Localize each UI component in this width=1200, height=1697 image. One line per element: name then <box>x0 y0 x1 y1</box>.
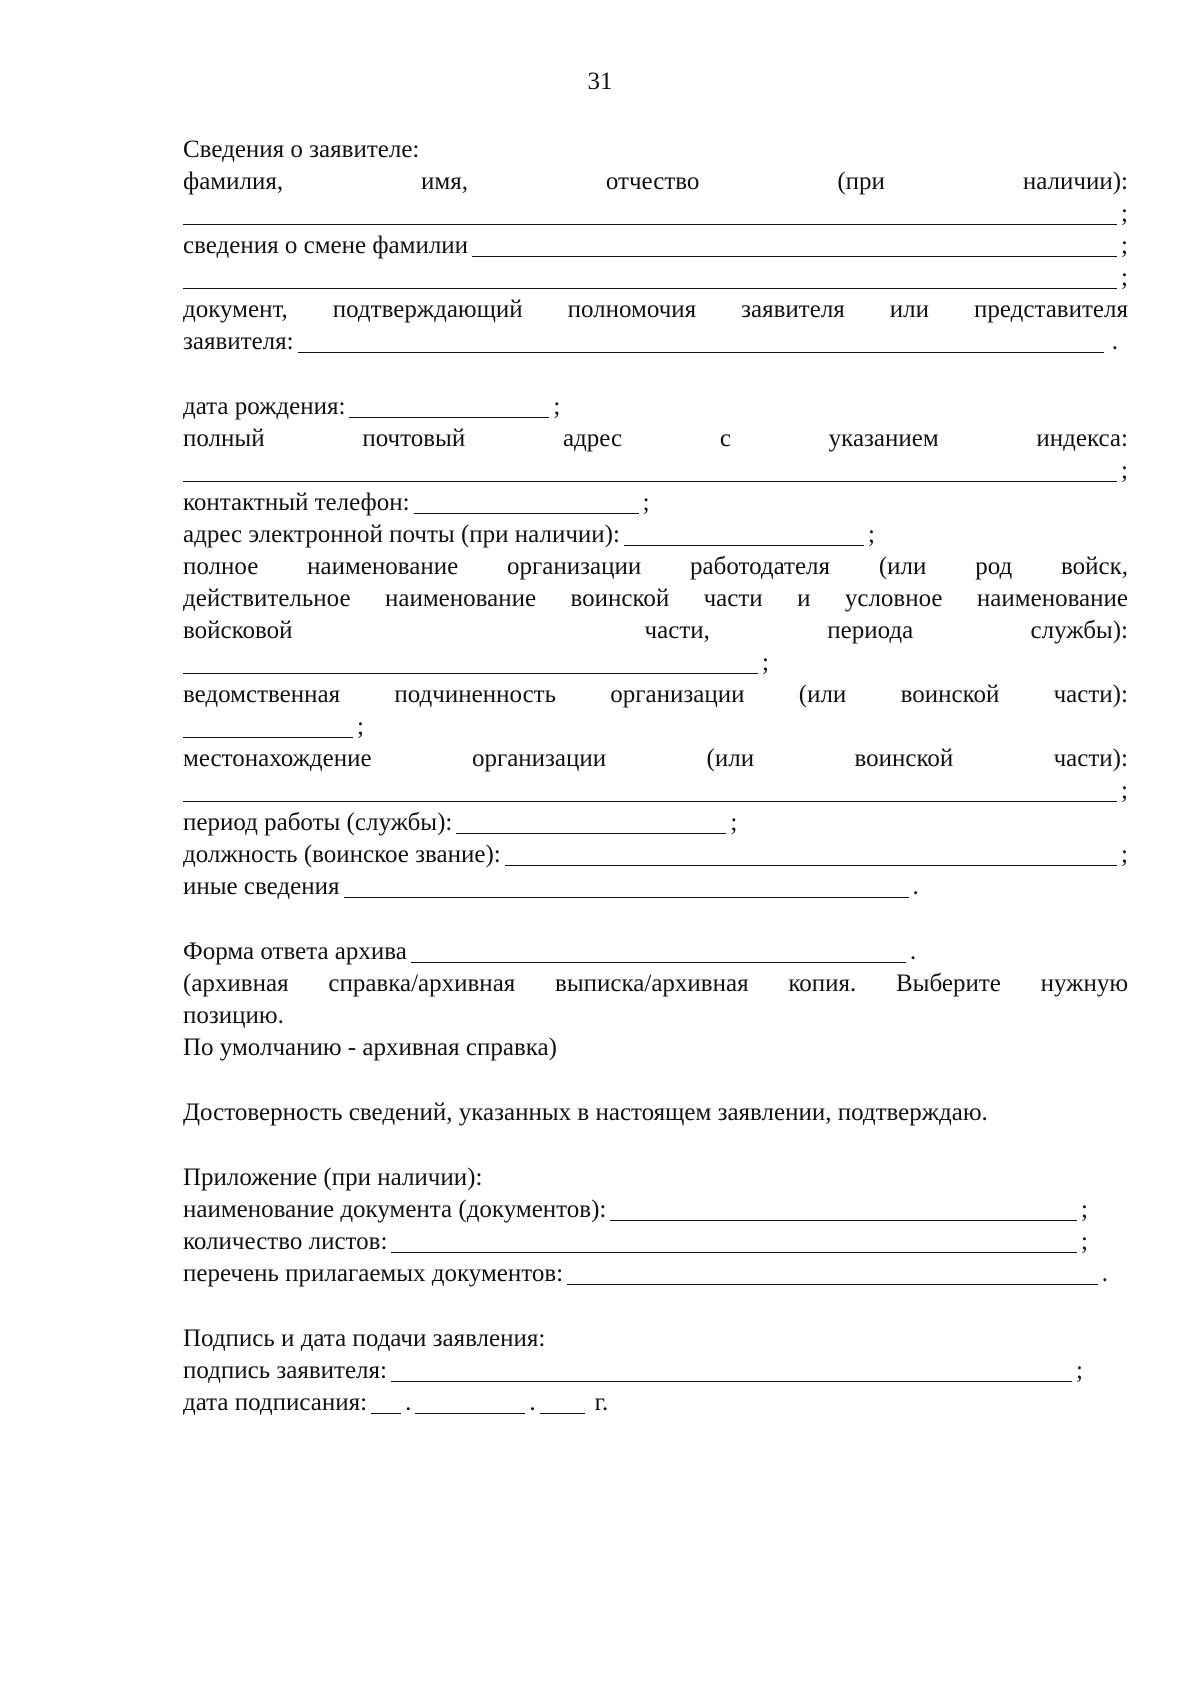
address-word: полный <box>183 425 265 452</box>
fio-field[interactable] <box>183 202 1117 225</box>
answer-form-hint-3: По умолчанию - архивная справка) <box>183 1034 557 1061</box>
subordination-word: подчиненность <box>394 681 556 708</box>
authority-doc-line <box>183 294 1128 326</box>
authority-doc-word: представителя <box>974 296 1128 323</box>
answer-form-label: Форма ответа архива <box>183 938 407 965</box>
address-end: ; <box>1121 457 1128 484</box>
email-label: адрес электронной почты (при наличии): <box>183 521 620 548</box>
org-field[interactable] <box>183 651 758 674</box>
surname-change-end-2: ; <box>1121 264 1128 291</box>
authority-doc-word: заявителя <box>741 296 845 323</box>
address-label-line <box>183 423 1128 455</box>
signing-date-line <box>183 1387 1128 1419</box>
birth-date-line <box>183 391 1128 423</box>
attachment-sheets-line <box>183 1226 1088 1258</box>
email-field[interactable] <box>624 523 864 546</box>
confirmation-text: Достоверность сведений, указанных в настоящем заявлении, подтверждаю. <box>183 1099 988 1126</box>
birth-date-end: ; <box>553 393 561 420</box>
period-end: ; <box>730 809 738 836</box>
fio-word: фамилия, <box>183 168 284 195</box>
location-word: части): <box>1053 745 1128 772</box>
org-field-line <box>183 647 1128 679</box>
authority-doc-word: документ, <box>183 296 288 323</box>
attachment-heading: Приложение (при наличии): <box>183 1164 483 1191</box>
attachment-sheets-field[interactable] <box>391 1230 1077 1253</box>
signature-end: ; <box>1076 1357 1083 1384</box>
address-field[interactable] <box>183 459 1117 482</box>
signature-label: подпись заявителя: <box>183 1357 387 1384</box>
attachment-list-label: перечень прилагаемых документов: <box>183 1260 564 1287</box>
answer-form-field[interactable] <box>411 940 906 963</box>
birth-date-field[interactable] <box>349 395 549 418</box>
phone-line <box>183 487 1128 519</box>
subordination-word: организации <box>610 681 745 708</box>
fio-word: (при <box>837 168 885 195</box>
address-word: почтовый <box>362 425 466 452</box>
answer-form-end: . <box>909 938 917 965</box>
fio-end: ; <box>1121 200 1128 227</box>
surname-change-field[interactable] <box>472 234 1117 257</box>
signature-line <box>183 1355 1083 1387</box>
birth-date-label: дата рождения: <box>183 393 346 420</box>
location-word: воинской <box>854 745 954 772</box>
answer-form-line <box>183 936 1128 968</box>
phone-end: ; <box>642 489 650 516</box>
authority-doc-label: заявителя: <box>183 328 294 355</box>
email-line <box>183 519 1128 551</box>
attachment-list-end: . <box>1101 1260 1108 1287</box>
answer-form-hint-2: позицию. <box>183 1002 284 1029</box>
fio-word: наличии): <box>1022 168 1128 195</box>
subordination-word: воинской <box>900 681 1000 708</box>
org-end: ; <box>762 649 769 676</box>
position-line <box>183 839 1128 871</box>
address-word: указанием <box>828 425 939 452</box>
signing-year-field[interactable] <box>540 1391 585 1414</box>
attachment-doc-name-end: ; <box>1081 1196 1088 1223</box>
position-end: ; <box>1121 841 1128 868</box>
subordination-label-line <box>183 679 1128 711</box>
address-word: адрес <box>562 425 623 452</box>
org-line-3 <box>183 615 1128 647</box>
authority-doc-field[interactable] <box>298 330 1104 353</box>
subordination-field[interactable] <box>183 715 353 738</box>
phone-field[interactable] <box>414 491 639 514</box>
authority-doc-field-line <box>183 326 1128 358</box>
applicant-heading: Сведения о заявителе: <box>183 136 420 163</box>
attachment-list-line <box>183 1258 1108 1290</box>
org-line-1: полное наименование организации работодателя (или род войск, <box>183 553 1128 580</box>
location-word: организации <box>471 745 607 772</box>
period-line <box>183 807 1128 839</box>
authority-doc-word: полномочия <box>567 296 697 323</box>
attachment-doc-name-field[interactable] <box>610 1198 1077 1221</box>
location-end: ; <box>1121 777 1128 804</box>
location-label-line <box>183 743 1128 775</box>
subordination-word: ведомственная <box>183 681 341 708</box>
period-label: период работы (службы): <box>183 809 453 836</box>
phone-label: контактный телефон: <box>183 489 410 516</box>
location-field-line <box>183 775 1128 807</box>
attachment-list-field[interactable] <box>567 1262 1098 1285</box>
signature-heading: Подпись и дата подачи заявления: <box>183 1325 546 1352</box>
attachment-doc-name-label: наименование документа (документов): <box>183 1196 607 1223</box>
subordination-field-line <box>183 711 1128 743</box>
location-field[interactable] <box>183 779 1117 802</box>
surname-change-end: ; <box>1121 232 1128 259</box>
authority-doc-word: или <box>889 296 930 323</box>
position-field[interactable] <box>505 843 1117 866</box>
subordination-word: (или <box>798 681 847 708</box>
application-form <box>183 134 1128 1419</box>
surname-change-line <box>183 230 1128 262</box>
org-word: службы): <box>1030 617 1128 644</box>
signing-date-dot: . <box>529 1389 536 1416</box>
surname-change-line-2 <box>183 262 1128 294</box>
other-info-label: иные сведения <box>183 873 340 900</box>
address-word: с <box>719 425 731 452</box>
fio-field-line <box>183 198 1128 230</box>
org-word: периода <box>827 617 914 644</box>
authority-doc-end: . <box>1111 328 1118 355</box>
fio-label-line <box>183 166 1128 198</box>
signing-date-suffix: г. <box>594 1389 609 1416</box>
org-line-2: действительное наименование воинской части и условное наименование <box>183 585 1128 612</box>
email-end: ; <box>867 521 875 548</box>
surname-change-field-2[interactable] <box>183 266 1117 289</box>
period-field[interactable] <box>456 811 726 834</box>
other-info-line <box>183 871 1128 903</box>
page-number: 31 <box>587 68 613 95</box>
attachment-doc-name-line <box>183 1194 1088 1226</box>
other-info-end: . <box>912 873 919 900</box>
address-field-line <box>183 455 1128 487</box>
location-word: (или <box>706 745 755 772</box>
attachment-sheets-end: ; <box>1081 1228 1088 1255</box>
org-word: части, <box>644 617 710 644</box>
position-label: должность (воинское звание): <box>183 841 501 868</box>
answer-form-hint-1: (архивная справка/архивная выписка/архивная копия. Выберите нужную <box>183 970 1128 997</box>
signing-day-field[interactable] <box>371 1391 401 1414</box>
fio-word: отчество <box>605 168 700 195</box>
org-word: войсковой <box>183 617 293 644</box>
other-info-field[interactable] <box>344 875 909 898</box>
fio-word: имя, <box>421 168 468 195</box>
location-word: местонахождение <box>183 745 372 772</box>
subordination-word: части): <box>1053 681 1128 708</box>
subordination-end: ; <box>357 713 364 740</box>
attachment-sheets-label: количество листов: <box>183 1228 388 1255</box>
surname-change-label: сведения о смене фамилии <box>183 232 469 259</box>
signing-month-field[interactable] <box>415 1391 525 1414</box>
signing-date-label: дата подписания: <box>183 1389 368 1416</box>
signing-date-dot: . <box>405 1389 412 1416</box>
signature-field[interactable] <box>391 1359 1072 1382</box>
authority-doc-word: подтверждающий <box>332 296 523 323</box>
address-word: индекса: <box>1036 425 1128 452</box>
